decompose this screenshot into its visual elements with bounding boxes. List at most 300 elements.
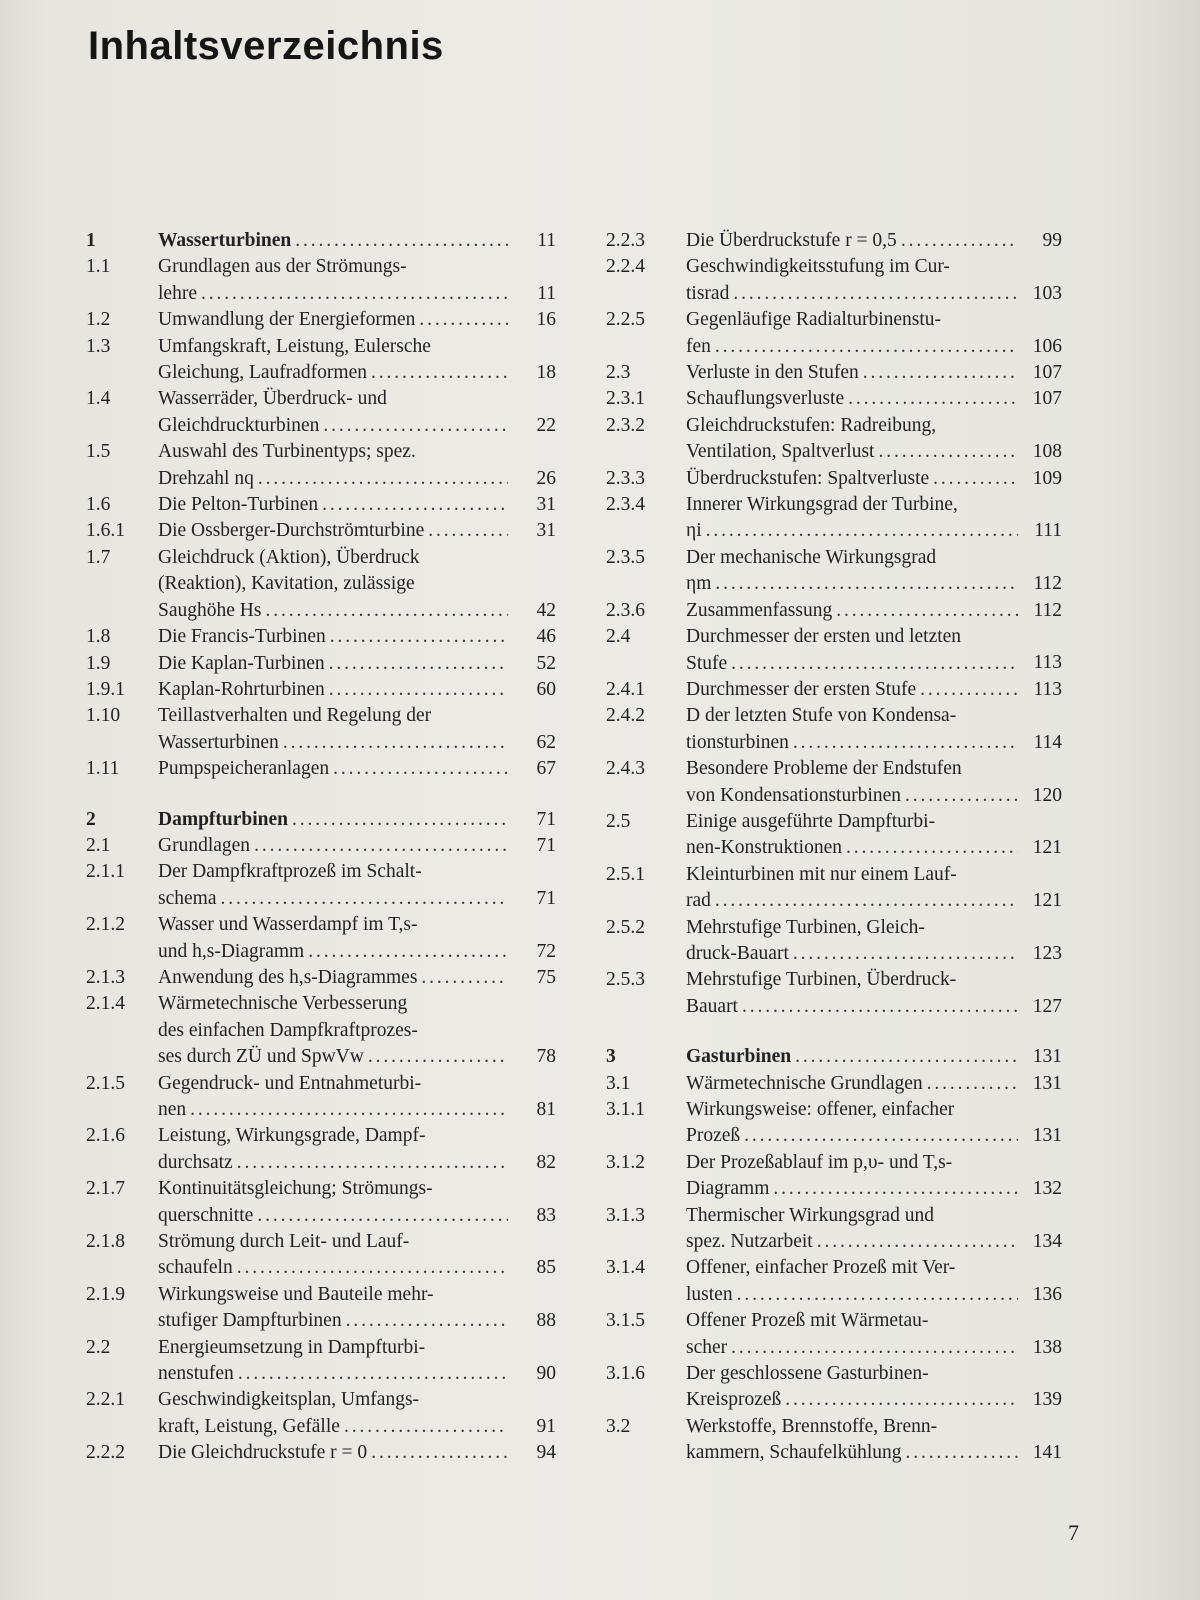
section-number: 2.3.5 <box>606 546 645 568</box>
section-title-text: Wasserturbinen <box>158 230 292 251</box>
section-number: 2.4.3 <box>606 758 645 780</box>
toc-entry <box>606 1361 1062 1414</box>
section-title <box>158 833 508 859</box>
section-title-line <box>686 967 1018 993</box>
section-title-text: Einige ausgeführte Dampfturbi- <box>686 810 936 832</box>
section-title <box>158 624 508 650</box>
page-reference: 31 <box>536 520 556 542</box>
section-title-line <box>158 571 508 597</box>
section-title-line <box>158 545 508 571</box>
section-title-line <box>686 862 1018 888</box>
section-title <box>686 1071 1018 1097</box>
section-title-line <box>686 281 1018 307</box>
section-title-line <box>158 1255 508 1281</box>
section-title-line <box>158 360 508 386</box>
section-title-line <box>686 1387 1018 1413</box>
section-title-line <box>158 254 508 280</box>
section-title-text: und h,s-Diagramm <box>158 940 305 962</box>
section-title <box>158 1440 508 1466</box>
page-reference: 111 <box>1034 520 1062 542</box>
section-title-text: stufiger Dampfturbinen <box>158 1310 342 1332</box>
page-reference: 131 <box>1032 1125 1062 1147</box>
page-reference: 121 <box>1032 837 1062 859</box>
section-title-line <box>686 360 1018 386</box>
section-title-text: nenstufen <box>158 1363 234 1385</box>
page-reference: 26 <box>536 467 556 489</box>
section-number: 3.1.5 <box>606 1310 645 1332</box>
section-title-text: Bauart <box>686 995 738 1017</box>
section-title <box>686 413 1018 466</box>
section-number: 2.1.7 <box>86 1178 125 1200</box>
toc-entry <box>86 1071 556 1124</box>
toc-entry <box>606 492 1062 545</box>
section-number: 1.4 <box>86 388 111 410</box>
section-title-line <box>686 413 1018 439</box>
section-title-line <box>158 886 508 912</box>
section-title-text: Strömung durch Leit- und Lauf- <box>158 1231 410 1253</box>
toc-entry <box>86 756 556 782</box>
section-title <box>158 439 508 492</box>
section-title-text: Wasser und Wasserdampf im T,s- <box>158 914 418 936</box>
section-title-text: druck-Bauart <box>686 942 789 964</box>
section-title-line <box>686 809 1018 835</box>
section-title-line <box>686 1071 1018 1097</box>
section-title-text: Die Francis-Turbinen <box>158 626 326 648</box>
section-number: 3.1.3 <box>606 1204 645 1226</box>
toc-entry <box>86 991 556 1070</box>
toc-entry <box>86 254 556 307</box>
section-title-text: Besondere Probleme der Endstufen <box>686 758 962 780</box>
section-title <box>158 386 508 439</box>
toc-entry <box>606 703 1062 756</box>
page-reference: 131 <box>1032 1046 1062 1068</box>
toc-entry <box>606 1308 1062 1361</box>
section-title-text: ses durch ZÜ und SpwVw <box>158 1046 364 1068</box>
toc-entry <box>606 1097 1062 1150</box>
page-reference: 132 <box>1032 1178 1062 1200</box>
section-title-line <box>686 624 1018 650</box>
toc-entry <box>86 518 556 544</box>
section-title-line <box>686 598 1018 624</box>
section-title-text: Wirkungsweise: offener, einfacher <box>686 1099 955 1120</box>
section-title-text: spez. Nutzarbeit <box>686 1231 813 1253</box>
section-title-line <box>686 994 1018 1020</box>
page-reference: 31 <box>536 494 556 516</box>
section-title-text: Energieumsetzung in Dampfturbi- <box>158 1336 426 1358</box>
page-reference: 11 <box>537 230 556 251</box>
section-title <box>158 334 508 387</box>
section-number: 2.1.8 <box>86 1231 125 1253</box>
section-title-text: Gegendruck- und Entnahmeturbi- <box>158 1072 422 1094</box>
section-title <box>158 912 508 965</box>
toc-entry <box>86 334 556 387</box>
page-reference: 85 <box>536 1257 556 1279</box>
toc-entry <box>86 703 556 756</box>
toc-entry <box>606 386 1062 412</box>
section-title-line <box>686 677 1018 703</box>
section-title-line <box>158 859 508 885</box>
section-title-line <box>686 228 1018 254</box>
section-title <box>686 307 1018 360</box>
page-reference: 113 <box>1033 678 1062 700</box>
toc-entry <box>86 965 556 991</box>
section-number: 2.3.6 <box>606 599 645 621</box>
section-title-line <box>686 439 1018 465</box>
section-title-text: Stufe <box>686 652 728 674</box>
section-number: 1.7 <box>86 546 111 568</box>
section-title-text: Grundlagen aus der Strömungs- <box>158 256 407 278</box>
section-number: 2.3 <box>606 362 631 384</box>
section-title-text: Grundlagen <box>158 834 251 856</box>
toc-entry <box>86 1335 556 1388</box>
section-title-text: Die Gleichdruckstufe r = 0 <box>158 1442 368 1464</box>
section-number: 2.1.2 <box>86 914 125 936</box>
section-number: 2.5.2 <box>606 916 645 938</box>
toc-entry <box>606 545 1062 598</box>
section-title-text: Wärmetechnische Grundlagen <box>686 1072 923 1094</box>
section-title-line <box>158 1229 508 1255</box>
section-title-line <box>686 756 1018 782</box>
section-title-text: Ventilation, Spaltverlust <box>686 441 875 463</box>
toc-entry <box>606 598 1062 624</box>
section-title-text: Werkstoffe, Brennstoffe, Brenn- <box>686 1415 938 1437</box>
section-number: 2.2.3 <box>606 230 645 251</box>
toc-entry <box>86 1176 556 1229</box>
section-number: 2.2.2 <box>86 1442 125 1464</box>
section-title-line <box>158 912 508 938</box>
section-title-text: Anwendung des h,s-Diagrammes <box>158 966 418 988</box>
section-title-text: Durchmesser der ersten Stufe <box>686 678 917 700</box>
page-reference: 52 <box>536 652 556 674</box>
section-number: 2.4.2 <box>606 705 645 727</box>
section-title-text: Wasserräder, Überdruck- und <box>158 388 387 410</box>
section-title <box>686 1044 1018 1070</box>
section-title-line <box>158 1123 508 1149</box>
section-title <box>158 545 508 624</box>
section-title <box>158 991 508 1070</box>
toc-entry <box>86 1282 556 1335</box>
section-number: 2.1.1 <box>86 861 125 883</box>
section-title-text: Gleichdruckturbinen <box>158 414 320 436</box>
section-title <box>158 859 508 912</box>
section-title <box>686 466 1018 492</box>
section-title-text: Gleichdruck (Aktion), Überdruck <box>158 546 420 568</box>
section-title-text: Verluste in den Stufen <box>686 362 859 384</box>
section-title-text: Wärmetechnische Verbesserung <box>158 993 408 1015</box>
toc-column-right <box>606 228 1062 1467</box>
toc-entry <box>606 360 1062 386</box>
toc-chapter <box>86 807 556 833</box>
section-title-text: Überdruckstufen: Spaltverluste <box>686 467 930 489</box>
section-title-line <box>686 492 1018 518</box>
section-title-line <box>686 518 1018 544</box>
section-title-line <box>158 492 508 518</box>
page-reference: 108 <box>1032 441 1062 463</box>
page-reference: 71 <box>536 834 556 856</box>
page-reference: 81 <box>536 1098 556 1120</box>
section-title-line <box>158 651 508 677</box>
section-title-line <box>686 783 1018 809</box>
section-title <box>686 703 1018 756</box>
toc-chapter <box>86 228 556 254</box>
page-reference: 67 <box>536 758 556 780</box>
section-title-line <box>686 1229 1018 1255</box>
section-title-line <box>158 703 508 729</box>
section-title <box>158 228 508 254</box>
toc-entry <box>606 1255 1062 1308</box>
toc-entry <box>86 651 556 677</box>
page-reference: 112 <box>1033 599 1062 621</box>
section-title-text: scher <box>686 1336 728 1358</box>
section-title-line <box>158 833 508 859</box>
section-title-text: Saughöhe Hs <box>158 599 262 621</box>
page-reference: 123 <box>1032 942 1062 964</box>
toc-entry <box>86 833 556 859</box>
section-number: 1.6 <box>86 494 111 516</box>
section-title-text: Der geschlossene Gasturbinen- <box>686 1363 929 1385</box>
page-reference: 131 <box>1032 1072 1062 1094</box>
page-reference: 107 <box>1032 388 1062 410</box>
section-title <box>686 967 1018 1020</box>
section-title-line <box>686 545 1018 571</box>
section-title-text: Pumpspeicheranlagen <box>158 758 330 780</box>
page-reference: 94 <box>536 1442 556 1464</box>
section-title-line <box>686 1282 1018 1308</box>
page-reference: 71 <box>536 808 556 830</box>
section-title-line <box>158 1203 508 1229</box>
toc-entry <box>606 1203 1062 1256</box>
toc-entry <box>606 862 1062 915</box>
section-title <box>158 651 508 677</box>
page-reference: 83 <box>536 1204 556 1226</box>
section-number: 2.1.4 <box>86 993 125 1015</box>
page-reference: 106 <box>1032 335 1062 357</box>
section-title-text: schema <box>158 887 217 909</box>
toc-entry <box>606 307 1062 360</box>
section-title-text: Dampfturbinen <box>158 808 289 830</box>
section-title <box>158 677 508 703</box>
section-number: 3.2 <box>606 1415 631 1437</box>
section-number: 1 <box>86 230 96 251</box>
section-title-text: lehre <box>158 282 197 304</box>
toc-entry <box>86 386 556 439</box>
section-title-text: Die Kaplan-Turbinen <box>158 652 325 674</box>
section-title-line <box>686 835 1018 861</box>
section-title-line <box>158 1176 508 1202</box>
page-reference: 136 <box>1032 1283 1062 1305</box>
page-reference: 42 <box>536 599 556 621</box>
section-title-text: Kaplan-Rohrturbinen <box>158 678 325 700</box>
section-title-text: Mehrstufige Turbinen, Überdruck- <box>686 969 957 991</box>
toc-entry <box>606 1071 1062 1097</box>
section-number: 1.9.1 <box>86 678 125 700</box>
section-number: 2.1.3 <box>86 966 125 988</box>
toc-entry <box>86 1123 556 1176</box>
section-title-line <box>686 334 1018 360</box>
section-number: 2.1.6 <box>86 1125 125 1147</box>
page-reference: 121 <box>1032 890 1062 912</box>
section-title-line <box>158 1361 508 1387</box>
section-title-text: Umfangskraft, Leistung, Eulersche <box>158 335 431 357</box>
section-title-line <box>158 598 508 624</box>
section-title-line <box>686 703 1018 729</box>
section-title <box>686 386 1018 412</box>
section-number: 1.11 <box>86 758 120 780</box>
section-number: 1.3 <box>86 335 111 357</box>
section-number: 1.1 <box>86 256 111 278</box>
section-number: 2.4.1 <box>606 678 645 700</box>
section-number: 1.5 <box>86 441 111 463</box>
page-reference: 88 <box>536 1310 556 1332</box>
section-title-text: Schauflungsverluste <box>686 388 845 410</box>
section-number: 1.2 <box>86 309 111 331</box>
section-title <box>686 492 1018 545</box>
section-title-line <box>686 1150 1018 1176</box>
page-reference: 134 <box>1032 1231 1062 1253</box>
section-title-line <box>158 1018 508 1044</box>
section-title <box>158 703 508 756</box>
page-reference: 78 <box>536 1046 556 1068</box>
section-title-line <box>158 1044 508 1070</box>
toc-entry <box>606 967 1062 1020</box>
section-title-line <box>158 991 508 1017</box>
section-number: 2.3.3 <box>606 467 645 489</box>
toc-entry <box>606 915 1062 968</box>
section-title-line <box>686 888 1018 914</box>
page-reference: 75 <box>536 966 556 988</box>
toc-entry <box>606 677 1062 703</box>
page-reference: 11 <box>537 282 556 304</box>
page-reference: 103 <box>1032 282 1062 304</box>
section-number: 2.2 <box>86 1336 111 1358</box>
toc-entry <box>606 228 1062 254</box>
section-title-text: Leistung, Wirkungsgrade, Dampf- <box>158 1125 426 1147</box>
section-number: 2.4 <box>606 626 631 648</box>
page-reference: 62 <box>536 731 556 753</box>
toc-entry <box>606 466 1062 492</box>
section-title-line <box>686 1361 1018 1387</box>
section-title <box>686 598 1018 624</box>
page-reference: 141 <box>1032 1442 1062 1464</box>
section-title-text: schaufeln <box>158 1257 233 1279</box>
section-number: 2.5 <box>606 810 631 832</box>
section-title <box>686 360 1018 386</box>
section-number: 1.6.1 <box>86 520 125 542</box>
section-title-text: Gleichung, Laufradformen <box>158 362 367 384</box>
section-title-text: nen <box>158 1099 187 1120</box>
section-title-text: Teillastverhalten und Regelung der <box>158 705 432 727</box>
toc-entry <box>606 809 1062 862</box>
section-title-text: Offener, einfacher Prozeß mit Ver- <box>686 1257 956 1279</box>
section-title-text: Auswahl des Turbinentyps; spez. <box>158 441 416 463</box>
toc-entry <box>86 624 556 650</box>
section-number: 2.2.1 <box>86 1389 125 1411</box>
section-number: 2.3.4 <box>606 494 645 516</box>
section-title-text: kammern, Schaufelkühlung <box>686 1442 902 1464</box>
section-title <box>686 1308 1018 1361</box>
section-title <box>158 1071 508 1124</box>
section-title <box>686 1414 1018 1467</box>
toc-entry <box>606 254 1062 307</box>
section-title <box>158 307 508 333</box>
section-title <box>686 677 1018 703</box>
section-title <box>686 254 1018 307</box>
page-reference: 138 <box>1032 1336 1062 1358</box>
section-title <box>158 492 508 518</box>
section-title <box>686 1150 1018 1203</box>
section-number: 2.5.3 <box>606 969 645 991</box>
section-title-line <box>158 624 508 650</box>
section-title <box>686 1097 1018 1150</box>
section-title-line <box>158 1071 508 1097</box>
section-title <box>686 228 1018 254</box>
page-reference: 112 <box>1033 573 1062 595</box>
section-title-line <box>158 807 508 833</box>
section-title-line <box>686 651 1018 677</box>
page-reference: 127 <box>1032 995 1062 1017</box>
section-title-text: Gegenläufige Radialturbinenstu- <box>686 309 942 331</box>
section-number: 2.2.5 <box>606 309 645 331</box>
section-title-line <box>686 386 1018 412</box>
section-number: 2.5.1 <box>606 863 645 885</box>
section-title-text: Die Pelton-Turbinen <box>158 494 319 516</box>
section-title <box>686 545 1018 598</box>
section-number: 2.1 <box>86 834 111 856</box>
section-number: 3.1 <box>606 1072 631 1094</box>
section-title <box>158 1123 508 1176</box>
section-title-text: Gasturbinen <box>686 1046 792 1068</box>
section-title-text: Umwandlung der Energieformen <box>158 309 416 331</box>
section-number: 3.1.2 <box>606 1151 645 1173</box>
section-title-text: rad <box>686 890 711 912</box>
toc-entry <box>86 1440 556 1466</box>
section-title-line <box>158 677 508 703</box>
section-title-line <box>158 228 508 254</box>
section-title-text: Diagramm <box>686 1178 770 1200</box>
section-title-line <box>686 941 1018 967</box>
section-title <box>158 518 508 544</box>
section-title-line <box>686 915 1018 941</box>
page-reference: 71 <box>536 887 556 909</box>
section-title <box>686 1361 1018 1414</box>
page-reference: 90 <box>536 1363 556 1385</box>
section-number: 3.1.4 <box>606 1257 645 1279</box>
toc-entry <box>86 439 556 492</box>
section-title-line <box>158 1335 508 1361</box>
section-title-line <box>686 571 1018 597</box>
section-title-line <box>686 1308 1018 1334</box>
page-reference: 18 <box>536 362 556 384</box>
toc-entry <box>606 1150 1062 1203</box>
section-title-text: (Reaktion), Kavitation, zulässige <box>158 573 415 595</box>
toc-entry <box>86 545 556 624</box>
toc-column-left <box>86 228 556 1467</box>
section-title-line <box>158 386 508 412</box>
toc-chapter <box>606 1044 1062 1070</box>
section-title <box>158 1387 508 1440</box>
section-title-line <box>158 965 508 991</box>
toc-entry <box>86 912 556 965</box>
section-title <box>158 1229 508 1282</box>
section-number: 2 <box>86 808 96 830</box>
section-title-line <box>158 939 508 965</box>
section-title-line <box>686 1176 1018 1202</box>
section-title-text: Zusammenfassung <box>686 599 833 621</box>
toc-entry <box>86 859 556 912</box>
section-title-text: ηm <box>686 573 712 595</box>
page-reference: 120 <box>1032 784 1062 806</box>
section-title-line <box>686 730 1018 756</box>
